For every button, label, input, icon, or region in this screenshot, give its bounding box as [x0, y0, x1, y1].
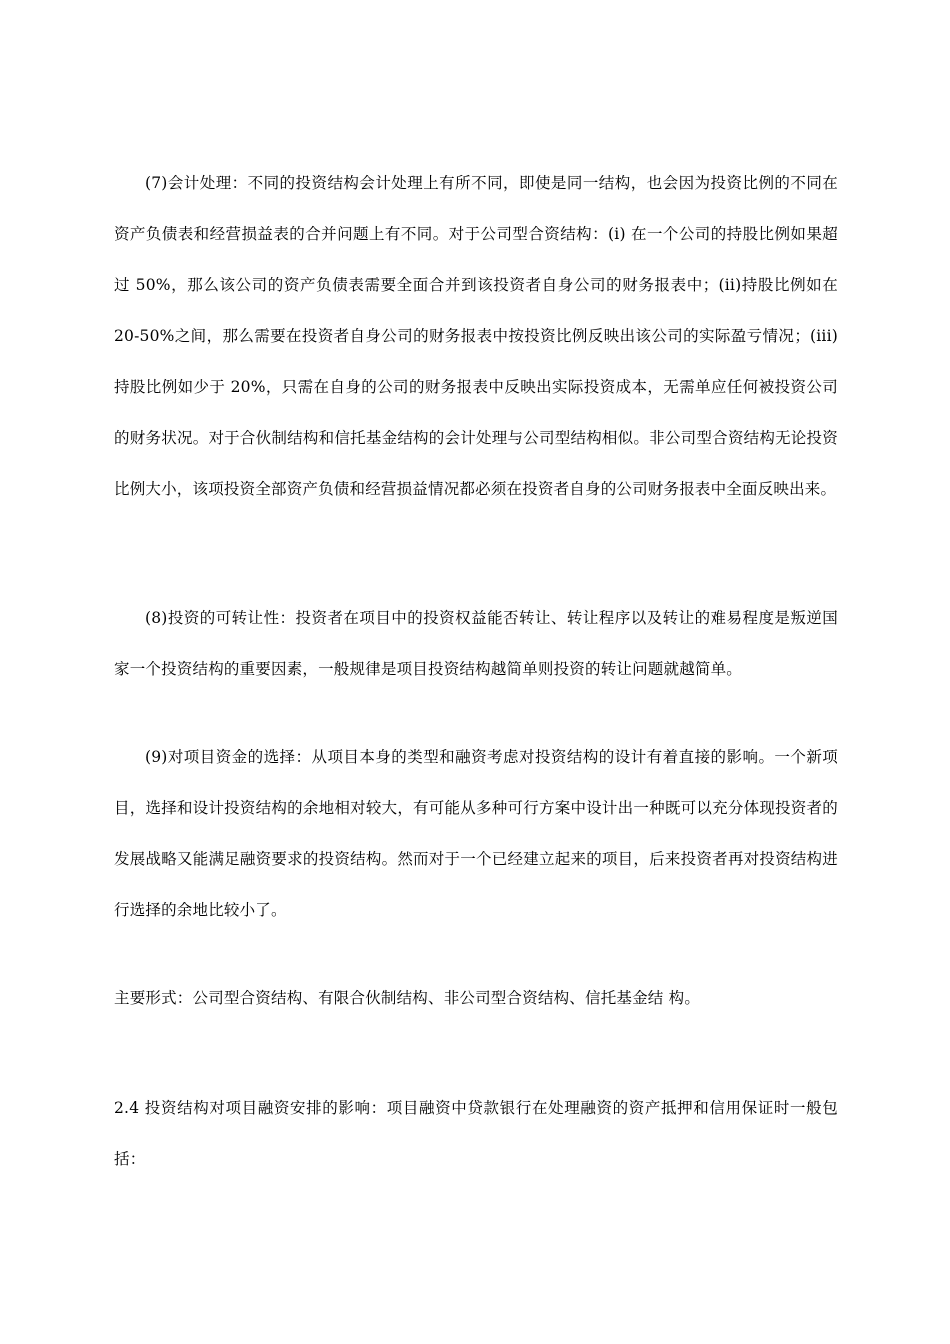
- paragraph-project-fund-selection: (9)对项目资金的选择：从项目本身的类型和融资考虑对投资结构的设计有着直接的影响。一个新项目，选择和设计投资结构的余地相对较大，有可能从多种可行方案中设计出一种既可以充分体现投资者的发展战略又能满足融资要求的投资结构。然而对于一个已经建立起来的项目，后来投资者再对投资结构进行选择的余地比较小了。: [114, 748, 838, 919]
- paragraph-section-2-4: 2.4 投资结构对项目融资安排的影响：项目融资中贷款银行在处理融资的资产抵押和信用保证时一般包括：: [114, 1099, 838, 1168]
- paragraph-investment-transferability: (8)投资的可转让性：投资者在项目中的投资权益能否转让、转让程序以及转让的难易程度是叛逆国家一个投资结构的重要因素，一般规律是项目投资结构越简单则投资的转让问题就越简单。: [114, 609, 838, 678]
- paragraph-main-forms: 主要形式：公司型合资结构、有限合伙制结构、非公司型合资结构、信托基金结 构。: [114, 989, 701, 1007]
- paragraph-accounting-treatment: (7)会计处理：不同的投资结构会计处理上有所不同，即使是同一结构，也会因为投资比例的不同在资产负债表和经营损益表的合并问题上有不同。对于公司型合资结构：(i) 在一个公司的持股比例如果超过 50%，那么该公司的资产负债表需要全面合并到该投资者自身公司的财务报表中；(ii)持股比例如在 20-50%之间，那么需要在投资者自身公司的财务报表中按投资比例反映出该公司的实际盈亏情况；(iii)持股比例如少于 20%，只需在自身的公司的财务报表中反映出实际投资成本，无需单应任何被投资公司的财务状况。对于合伙制结构和信托基金结构的会计处理与公司型结构相似。非公司型合资结构无论投资比例大小，该项投资全部资产负债和经营损益情况都必须在投资者自身的公司财务报表中全面反映出来。: [114, 174, 838, 498]
